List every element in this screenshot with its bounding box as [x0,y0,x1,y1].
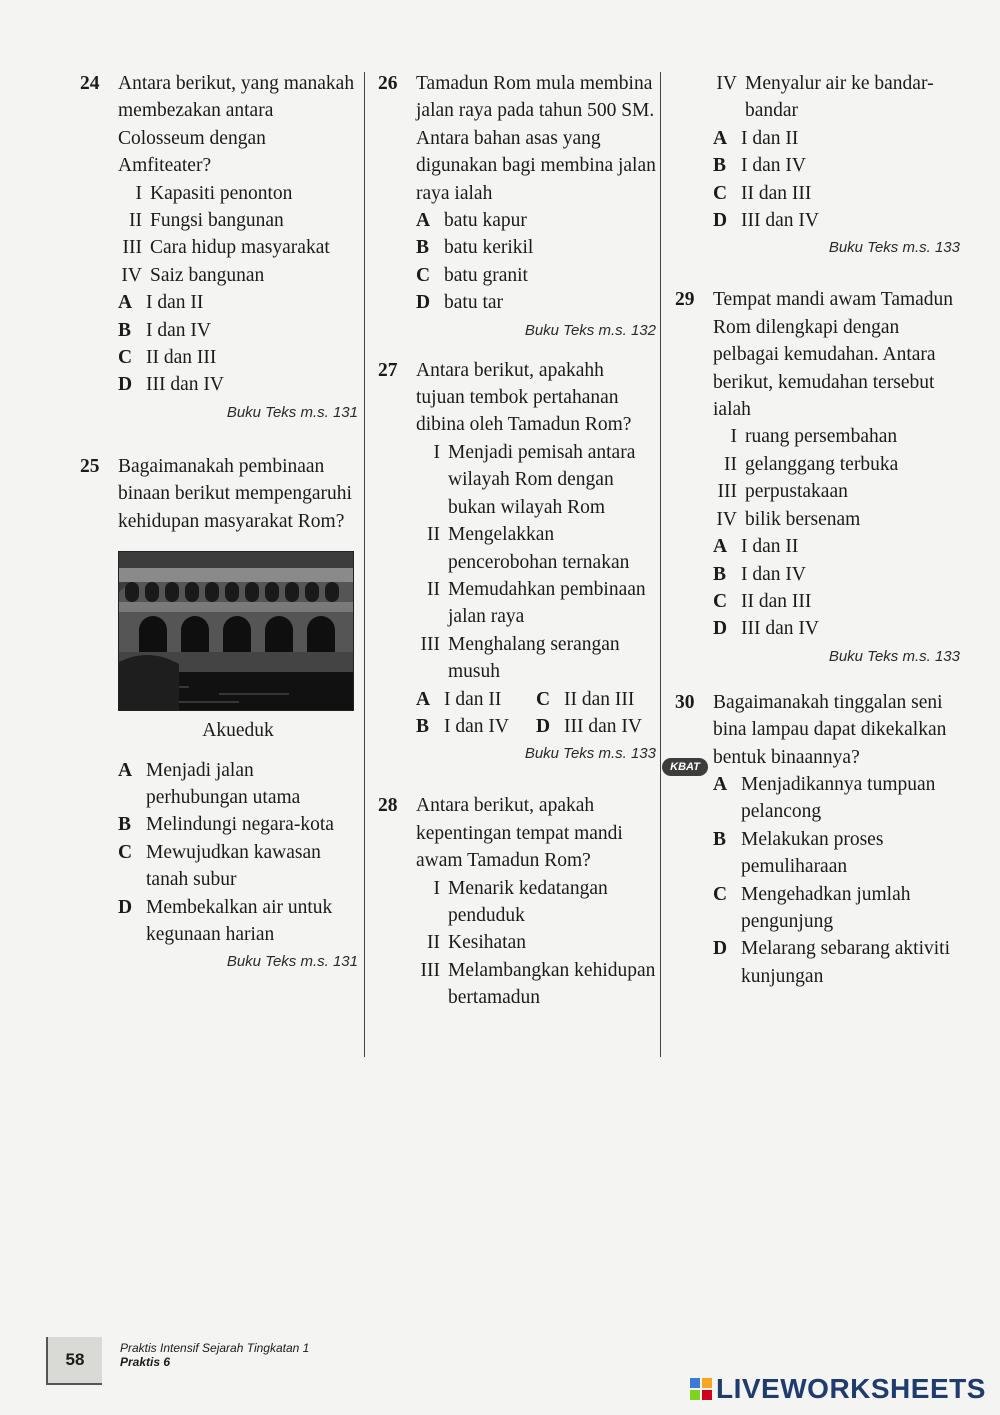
textbook-reference: Buku Teks m.s. 132 [524,321,656,339]
answer-option-d[interactable]: D III dan IV [713,618,819,640]
statement: IV Saiz bangunan [121,264,265,286]
question-text: Bagaimanakah tinggalan seni bina lampau dapat dikekalkan bentuk binaannya? [713,691,947,768]
answer-option-c[interactable]: C batu granit [416,264,528,286]
statement: II Kesihatan [427,932,526,954]
question-25 [80,453,358,974]
question-26 [378,70,656,343]
statement: III Cara hidup masyarakat [122,237,330,259]
book-title: Praktis Intensif Sejarah Tingkatan 1 [120,1341,310,1355]
answer-option-d[interactable]: D III dan IV [118,374,224,396]
question-number: 24 [80,73,100,94]
answer-option-d[interactable]: D Melarang sebarang aktiviti kunjungan [713,938,951,987]
question-text: Antara berikut, apakah kepentingan tempat mandi awam Tamadun Rom? [416,795,623,872]
answer-option-c[interactable]: C II dan III [536,688,635,710]
aqueduct-photo [118,551,354,711]
statement: III Menghalang serangan musuh [420,633,620,683]
answer-option-a[interactable]: A I dan II [416,688,502,710]
answer-option-a[interactable]: A Menjadi jalan perhubungan utama [118,759,301,808]
footer-text [120,1341,309,1369]
answer-option-b[interactable]: B I dan IV [713,155,806,177]
question-text: Antara berikut, yang manakah membezakan antara Colosseum dengan Amfiteater? [118,73,355,177]
question-text: Bagaimanakah pembinaan binaan berikut mempengaruhi kehidupan masyarakat Rom? [118,455,352,532]
logo-grid-icon [690,1378,712,1400]
answer-option-b[interactable]: B I dan IV [713,563,806,585]
question-number: 25 [80,455,100,477]
answer-option-a[interactable]: A I dan II [713,127,799,149]
question-29 [675,286,960,668]
aqueduct-illustration [119,552,354,711]
statement: II gelanggang terbuka [724,453,899,475]
answer-option-c[interactable]: C Mengehadkan jumlah pengunjung [713,883,911,932]
liveworksheets-logo[interactable] [690,1373,986,1405]
answer-option-a[interactable]: A batu kapur [416,210,527,232]
question-28 [378,792,656,1011]
question-number: 30 [675,691,695,713]
answer-option-b[interactable]: B I dan IV [118,319,211,341]
answer-option-b[interactable]: B Melakukan proses pemuliharaan [713,828,884,878]
photo-caption: Akueduk [202,720,274,742]
statement: I Menjadi pemisah antara wilayah Rom dengan bukan wilayah Rom [433,441,636,518]
question-number: 29 [675,289,695,311]
textbook-reference: Buku Teks m.s. 133 [828,647,960,665]
question-24 [80,70,358,425]
statement: II Mengelakkan pencerobohan ternakan [427,524,630,573]
answer-option-b[interactable]: B Melindungi negara-kota [118,814,334,836]
answer-option-d[interactable]: D III dan IV [713,210,819,232]
textbook-reference: Buku Teks m.s. 133 [828,239,960,257]
answer-option-a[interactable]: A I dan II [118,292,204,314]
textbook-reference: Buku Teks m.s. 131 [226,403,358,421]
question-text: Tempat mandi awam Tamadun Rom dilengkapi dengan pelbagai kemudahan. Antara berikut, kemudahan tersebut ialah [713,289,954,421]
question-number: 26 [378,73,398,94]
question-text: Antara berikut, apakahh tujuan tembok pertahanan dibina oleh Tamadun Rom? [416,359,632,436]
answer-option-a[interactable]: A I dan II [713,536,799,558]
column-2 [378,70,656,1012]
answer-option-c[interactable]: C Mewujudkan kawasan tanah subur [118,841,321,891]
statement: III Melambangkan kehidupan bertamadun [420,959,656,1009]
statement: I ruang persembahan [730,426,898,448]
statement: II Fungsi bangunan [129,210,284,232]
answer-option-d[interactable]: D Membekalkan air untuk kegunaan harian [118,896,333,945]
kbat-badge: KBAT [662,758,708,776]
statement: III perpustakaan [717,481,848,503]
column-divider-left [364,72,365,1057]
textbook-reference: Buku Teks m.s. 131 [226,953,358,971]
column-divider-right [660,72,661,1057]
answer-option-c[interactable]: C II dan III [118,347,217,369]
column-3 [675,70,960,990]
question-30 [675,689,960,990]
statement: IV Menyalur air ke bandar-bandar [716,73,934,122]
logo-text: LIVEWORKSHEETS [716,1373,986,1404]
textbook-reference: Buku Teks m.s. 133 [524,745,656,763]
answer-options-row-1 [416,686,656,713]
question-27 [378,357,656,767]
page-number: 58 [46,1337,102,1385]
question-number: 28 [378,795,398,817]
statement: I Menarik kedatangan penduduk [433,877,608,926]
statement: IV bilik bersenam [716,508,861,530]
question-text: Tamadun Rom mula membina jalan raya pada tahun 500 SM. Antara bahan asas yang digunakan bagi membina jalan raya ialah [416,73,656,204]
statement: II Memudahkan pembinaan jalan raya [427,578,646,628]
answer-option-b[interactable]: B batu kerikil [416,237,534,259]
answer-options-row-2 [416,713,656,740]
question-number: 27 [378,359,398,381]
question-28-continued [675,70,960,260]
statement: I Kapasiti penonton [135,182,293,204]
answer-option-d[interactable]: D III dan IV [536,715,642,737]
answer-option-a[interactable]: A Menjadikannya tumpuan pelancong [713,773,936,823]
section-label: Praktis 6 [120,1355,171,1369]
column-1 [80,70,358,974]
answer-option-c[interactable]: C II dan III [713,590,812,612]
answer-option-d[interactable]: D batu tar [416,292,504,314]
answer-option-b[interactable]: B I dan IV [416,715,509,737]
answer-option-c[interactable]: C II dan III [713,182,812,204]
